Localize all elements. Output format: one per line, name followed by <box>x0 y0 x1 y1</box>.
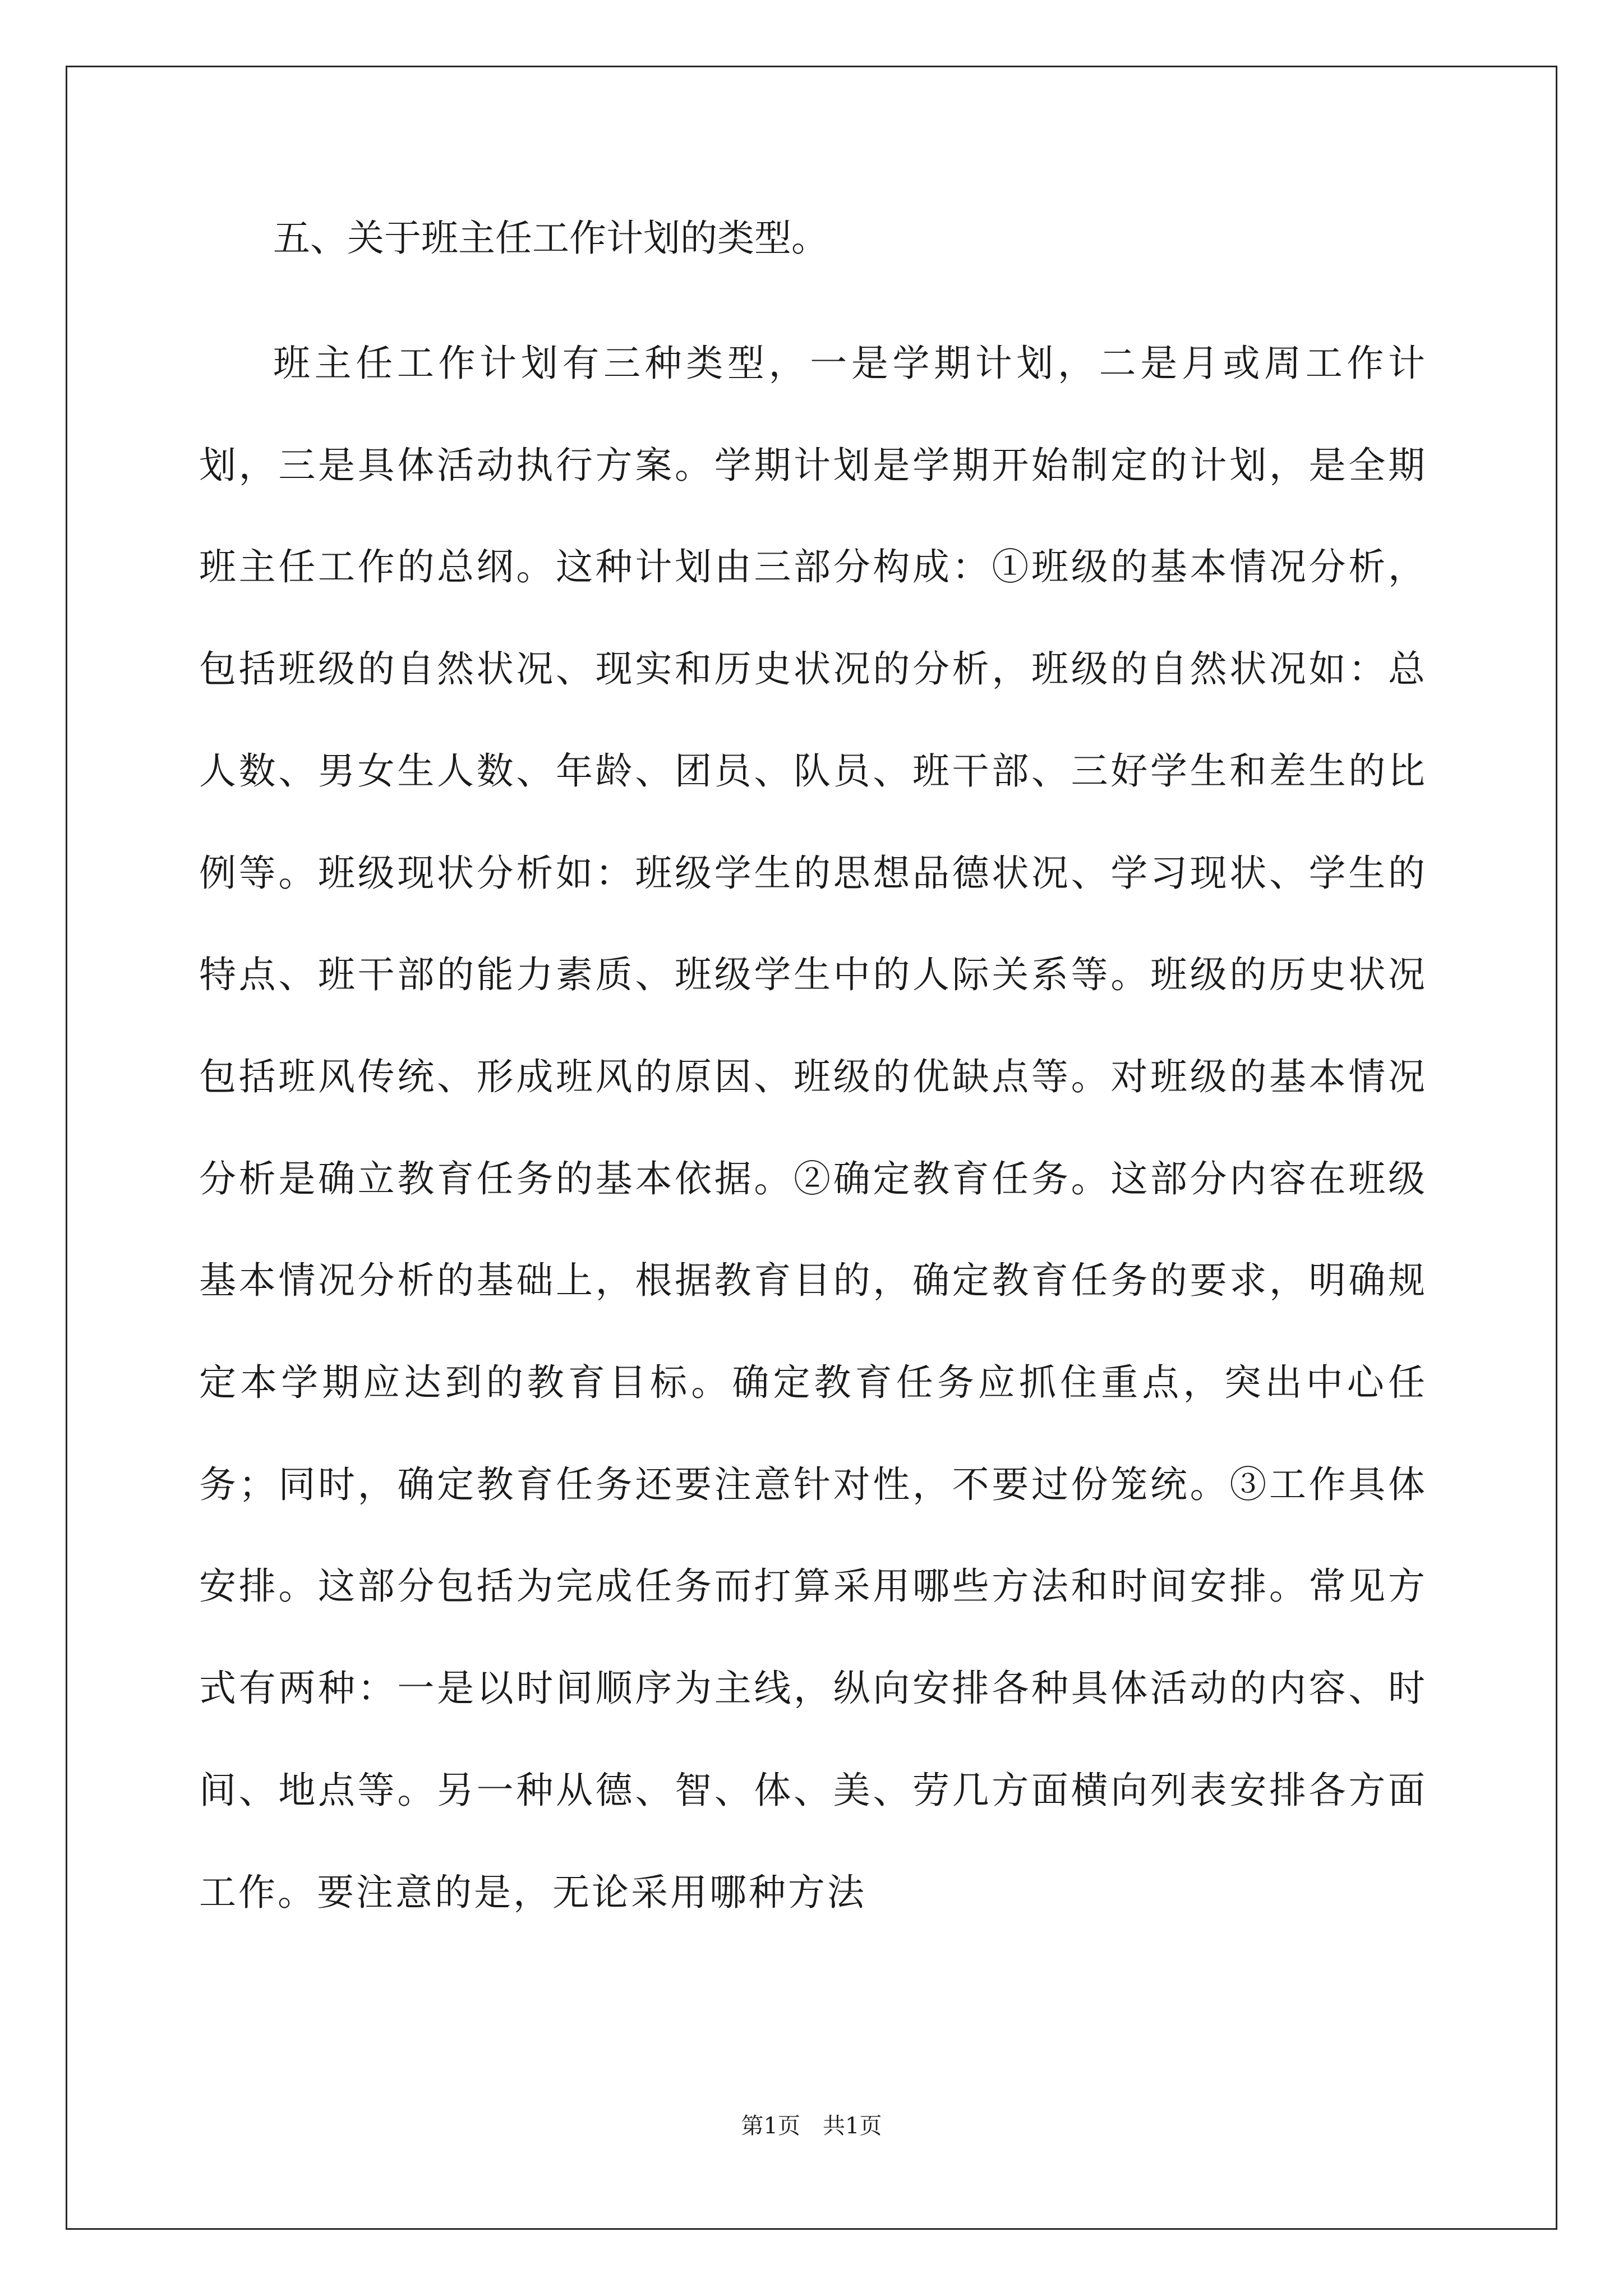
page-footer <box>0 2110 1623 2142</box>
document-body <box>199 213 1427 1943</box>
page-number: 第1页 <box>741 2113 800 2139</box>
page-total: 共1页 <box>823 2113 882 2139</box>
section-heading: 五、关于班主任工作计划的类型。 <box>273 217 828 260</box>
body-paragraph: 班主任工作计划有三种类型，一是学期计划，二是月或周工作计划，三是具体活动执行方案。学期计划是学期开始制定的计划，是全期班主任工作的总纲。这种计划由三部分构成：①班级的基本情况分析，包括班级的自然状况、现实和历史状况的分析，班级的自然状况如：总人数、男女生人数、年龄、团员、队员、班干部、三好学生和差生的比例等。班级现状分析如：班级学生的思想品德状况、学习现状、学生的特点、班干部的能力素质、班级学生中的人际关系等。班级的历史状况包括班风传统、形成班风的原因、班级的优缺点等。对班级的基本情况分析是确立教育任务的基本依据。②确定教育任务。这部分内容在班级基本情况分析的基础上，根据教育目的，确定教育任务的要求，明确规定本学期应达到的教育目标。确定教育任务应抓住重点，突出中心任务；同时，确定教育任务还要注意针对性，不要过份笼统。③工作具体安排。这部分包括为完成任务而打算采用哪些方法和时间安排。常见方式有两种：一是以时间顺序为主线，纵向安排各种具体活动的内容、时间、地点等。另一种从德、智、体、美、劳几方面横向列表安排各方面工作。要注意的是，无论采用哪种方法 <box>199 342 1427 1914</box>
